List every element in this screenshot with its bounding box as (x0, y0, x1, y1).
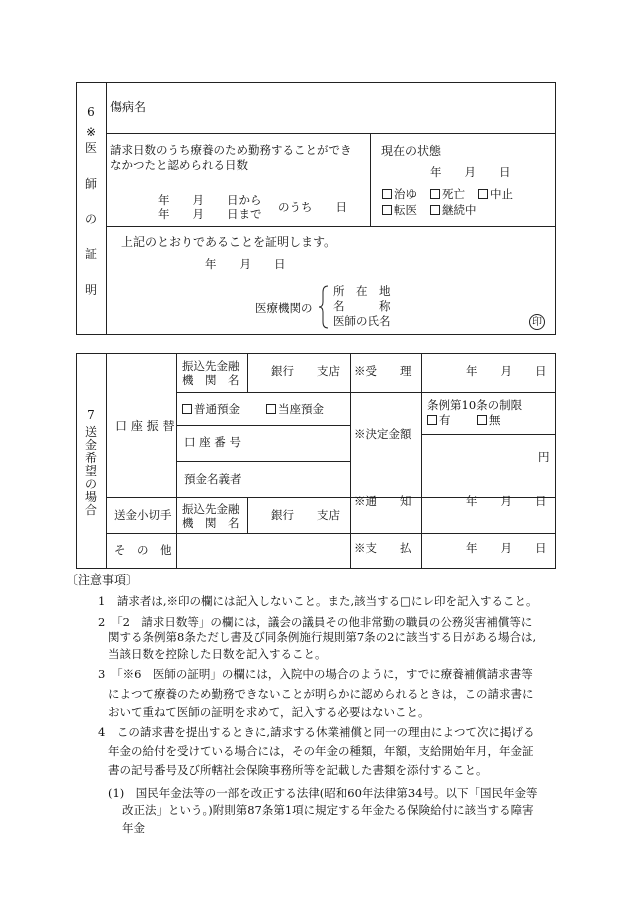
days-label-line2: なかつたと認められる日数 (110, 158, 248, 172)
section6-vertical-1: 医 (84, 141, 97, 155)
seal-mark: 印 (529, 314, 545, 330)
certify-text: 上記のとおりであることを証明します。 (121, 235, 337, 249)
rule-option-no[interactable]: 無 (477, 415, 501, 427)
kogitte-label: 送金小切手 (114, 508, 172, 522)
tsuchi-date: 年 月 日 (466, 494, 547, 508)
shiharai-label: ※支 払 (354, 541, 412, 555)
status-option-chiyu[interactable]: 治ゆ (382, 189, 417, 201)
section6-status-divider (370, 133, 371, 226)
institution-address: 所 在 地 (333, 284, 391, 298)
days-label-line1: 請求日数のうち療養のため勤務することができ (110, 143, 352, 157)
section6-mark: ※ (85, 125, 97, 139)
checkbox[interactable] (477, 415, 487, 425)
injury-name-label: 傷病名 (110, 100, 147, 114)
status-option-keizoku[interactable]: 継続中 (430, 205, 477, 217)
kettei-kingaku-label: ※決定金額 (354, 427, 412, 441)
section6-vertical-4: 証 (84, 247, 97, 261)
status-option-chushi[interactable]: 中止 (478, 189, 513, 201)
bank-branch-field[interactable]: 銀行 支店 (271, 364, 340, 378)
period-from: 年 月 日から (158, 193, 262, 207)
bank-label-line1: 振込先金融 (182, 359, 240, 373)
section7-right-divider (421, 353, 422, 569)
note-line: 年金の給付を受けている場合には，その年金の種類，年額，支給開始年月，年金証 (108, 744, 534, 758)
notes-heading: 〔注意事項〕 (66, 573, 139, 587)
status-option-shibo[interactable]: 死亡 (430, 189, 465, 201)
section7-vertical-7: 合 (84, 503, 97, 517)
status-date: 年 月 日 (430, 165, 511, 179)
section7-vertical-2: 金 (84, 438, 97, 452)
note-line: (1) 国民年金法等の一部を改正する法律(昭和60年法律第34号。以下「国民年金等 (108, 786, 538, 800)
bank-label-2-line2: 機 関 名 (182, 516, 240, 530)
checkbox[interactable] (182, 404, 192, 414)
note-line: 年金 (122, 821, 145, 835)
checkbox[interactable] (478, 189, 488, 199)
note-line: によつて療養のため勤務できないことが明らかに認められるときは，この請求書に (108, 687, 534, 701)
note-line: 書の記号番号及び所轄社会保険事務所等を記載した書類を添付すること。 (108, 763, 488, 777)
doctor-name: 医師の氏名 (333, 314, 391, 328)
section6-row-divider-2 (106, 226, 556, 227)
section7-vertical-6: 場 (84, 490, 97, 504)
bank-name-divider-1 (247, 353, 248, 392)
account-holder-label: 預金名義者 (184, 472, 242, 486)
section6-vertical-5: 明 (84, 283, 97, 297)
section7-center-divider (350, 353, 351, 569)
uketsuke-label: ※受 理 (354, 364, 412, 378)
checkbox[interactable] (382, 205, 392, 215)
section6-vertical-3: の (84, 212, 97, 226)
period-to: 年 月 日まで (158, 207, 262, 221)
other-label: そ の 他 (114, 543, 172, 557)
note-line: 関する条例第8条ただし書及び同条例施行規則第7条の2に該当する日がある場合は, (108, 630, 537, 644)
status-option-teni[interactable]: 転医 (382, 205, 417, 217)
account-number-label: 口 座 番 号 (184, 435, 241, 449)
bank-label-line2: 機 関 名 (182, 373, 240, 387)
bank-branch-field-2[interactable]: 銀行 支店 (271, 508, 340, 522)
section6-left-divider (106, 82, 107, 335)
bank-name-divider-2 (247, 497, 248, 533)
institution-label: 医療機関の (255, 301, 313, 315)
note-line: 2 「2 請求日数等」の欄には，議会の議員その他非常勤の職員の公務災害補償等に (98, 615, 533, 629)
note-line: 改正法」という。)附則第87条第1項に規定する年金たる保険給付に該当する障害 (122, 803, 534, 817)
section6-vertical-2: 師 (84, 177, 97, 191)
deposit-futsu[interactable]: 普通預金 (182, 404, 240, 416)
note-line: 4 この請求書を提出するときに,請求する休業補償と同一の理由によつて次に掲げる (98, 725, 535, 739)
note-line: 3 「※6 医師の証明」の欄には，入院中の場合のように，すでに療養補償請求書等 (98, 667, 533, 681)
checkbox[interactable] (427, 415, 437, 425)
checkbox[interactable] (430, 189, 440, 199)
bank-label-2-line1: 振込先金融 (182, 502, 240, 516)
checkbox[interactable] (266, 404, 276, 414)
s7-row-line-3 (176, 461, 350, 462)
section6-number: 6 (87, 105, 95, 119)
s7-row-line-1 (176, 392, 556, 393)
s7-row-line-6 (106, 533, 556, 534)
section7-left-divider (106, 353, 107, 569)
deposit-toza[interactable]: 当座預金 (266, 404, 324, 416)
note-line: 1 請求者は,※印の欄には記入しないこと。また,該当する□にレ印を記入すること。 (98, 594, 538, 608)
section7-vertical-5: の (84, 477, 97, 491)
institution-brace (318, 284, 330, 330)
checkbox[interactable] (430, 205, 440, 215)
section7-vertical-3: 希 (84, 451, 97, 465)
period-of-which: のうち 日 (278, 200, 347, 214)
section7-number: 7 (87, 408, 95, 422)
section7-vertical-4: 望 (84, 464, 97, 478)
tsuchi-label: ※通 知 (354, 494, 412, 508)
certify-date: 年 月 日 (205, 257, 286, 271)
note-line: 当該日数を控除した日数を記入すること。 (108, 647, 327, 661)
section6-row-divider-1 (106, 133, 556, 134)
status-label: 現在の状態 (381, 144, 442, 158)
shiharai-date: 年 月 日 (466, 541, 547, 555)
s7-row-line-2 (176, 425, 350, 426)
checkbox[interactable] (382, 189, 392, 199)
note-line: おいて重ねて医師の証明を求めて，記入する必要はないこと。 (108, 705, 430, 719)
institution-name: 名 称 (333, 299, 391, 313)
rule-limit-label: 条例第10条の制限 (427, 398, 523, 412)
uketsuke-date: 年 月 日 (466, 364, 547, 378)
section7-vertical-1: 送 (84, 425, 97, 439)
s7-row-line-4 (421, 434, 556, 435)
rule-option-yes[interactable]: 有 (427, 415, 451, 427)
kouza-furikae-label: 口 座 振 替 (115, 419, 175, 433)
yen-unit: 円 (538, 450, 550, 464)
